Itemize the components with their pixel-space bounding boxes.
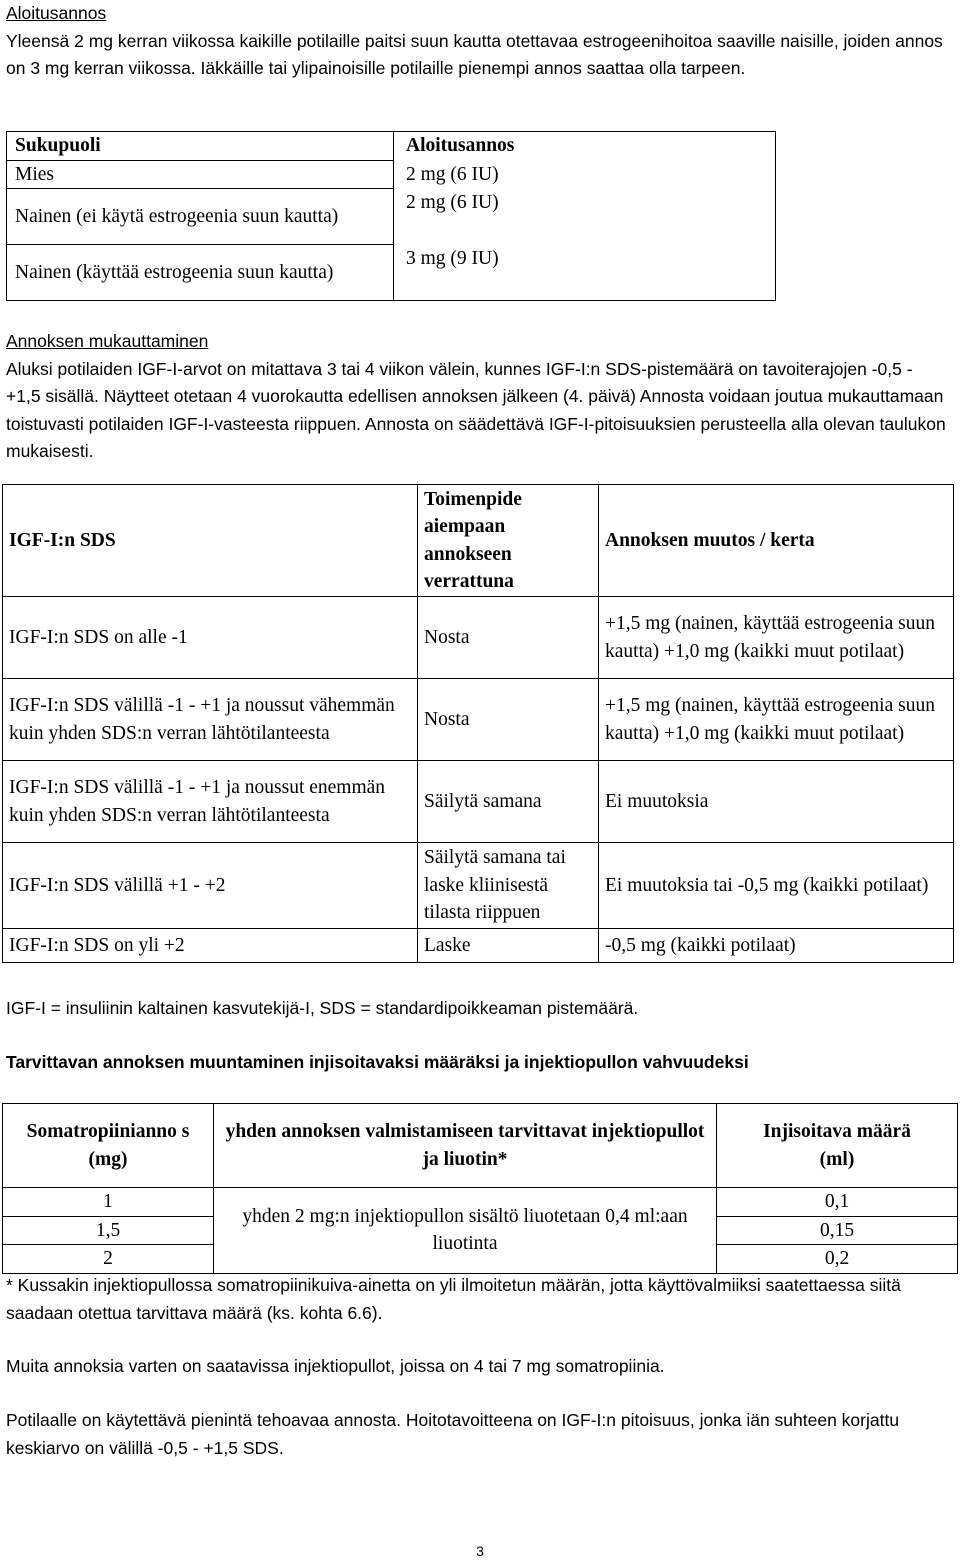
table-cell: 1 — [3, 1188, 214, 1217]
target-paragraph: Potilaalle on käytettävä pienintä tehoavaa annosta. Hoitotavoitteena on IGF-I:n pitoisuus, jonka iän suhteen korjattu keskiarvo on välillä -0,5 - +1,5 SDS. — [6, 1410, 900, 1458]
table-cell: Ei muutoksia tai -0,5 mg (kaikki potilaat) — [599, 843, 954, 929]
conversion-heading: Tarvittavan annoksen muuntaminen injisoitavaksi määräksi ja injektiopullon vahvuudeksi — [6, 1052, 749, 1072]
intro-section — [6, 0, 946, 83]
section-heading: Annoksen mukauttaminen — [6, 331, 209, 351]
table-header: yhden annoksen valmistamiseen tarvittavat injektiopullot ja liuotin* — [214, 1104, 717, 1188]
table-header: Somatropiinianno s (mg) — [3, 1104, 214, 1188]
table-header: Sukupuoli — [7, 132, 394, 161]
table-header: Toimenpide aiempaan annokseen verrattuna — [418, 485, 599, 597]
table-cell: -0,5 mg (kaikki potilaat) — [599, 929, 954, 963]
table-cell: Säilytä samana tai laske kliinisestä tilasta riippuen — [418, 843, 599, 929]
table-cell: IGF-I:n SDS välillä -1 - +1 ja noussut vähemmän kuin yhden SDS:n verran lähtötilanteesta — [3, 679, 418, 761]
table-cell: 3 mg (9 IU) — [394, 245, 776, 301]
table-cell: Nosta — [418, 597, 599, 679]
table-cell: Nainen (ei käytä estrogeenia suun kautta) — [7, 189, 394, 245]
table-cell: 2 mg (6 IU) — [394, 160, 776, 189]
table-cell: Laske — [418, 929, 599, 963]
table-header: Aloitusannos — [394, 132, 776, 161]
table-header: Injisoitava määrä (ml) — [717, 1104, 958, 1188]
adjustment-paragraph: Aluksi potilaiden IGF-I-arvot on mitattava 3 tai 4 viikon välein, kunnes IGF-I:n SDS-pistemäärä on tavoiterajojen -0,5 - +1,5 sisällä. Näytteet otetaan 4 vuorokautta edellisen annoksen jälkeen (4. päivä) Annosta voidaan joutua mukauttamaan toistuvasti potilaiden IGF-I-vasteesta riippuen. Annosta on säädettävä IGF-I-pitoisuuksien perusteella alla olevan taulukon mukaisesti. — [6, 358, 946, 461]
table-header: IGF-I:n SDS — [3, 485, 418, 597]
table-cell: 0,2 — [717, 1245, 958, 1274]
table-cell: IGF-I:n SDS välillä +1 - +2 — [3, 843, 418, 929]
footnote: * Kussakin injektiopullossa somatropiinikuiva-ainetta on yli ilmoitetun määrän, jotta käyttövalmiiksi saatettaessa siitä saadaan otettua tarvittava määrä (ks. kohta 6.6). — [6, 1275, 901, 1323]
start-dose-table — [6, 131, 776, 301]
table-cell: Nosta — [418, 679, 599, 761]
section-heading: Aloitusannos — [6, 3, 107, 23]
table-cell: 2 mg (6 IU) — [394, 189, 776, 245]
abbreviations-note: IGF-I = insuliinin kaltainen kasvutekijä-I, SDS = standardipoikkeaman pistemäärä. — [6, 998, 639, 1018]
intro-paragraph: Yleensä 2 mg kerran viikossa kaikille potilaille paitsi suun kautta otettavaa estrogeenihoitoa saaville naisille, joiden annos on 3 mg kerran viikossa. Iäkkäille tai ylipainoisille potilaille pienempi annos saattaa olla tarpeen. — [6, 30, 943, 78]
table-cell: Nainen (käyttää estrogeenia suun kautta) — [7, 245, 394, 301]
sds-adjustment-table — [2, 484, 954, 963]
table-cell: Ei muutoksia — [599, 761, 954, 843]
table-cell: 2 — [3, 1245, 214, 1274]
table-cell: IGF-I:n SDS on alle -1 — [3, 597, 418, 679]
page-number: 3 — [476, 1543, 484, 1559]
table-cell: Säilytä samana — [418, 761, 599, 843]
table-header: Annoksen muutos / kerta — [599, 485, 954, 597]
table-cell: 0,15 — [717, 1216, 958, 1245]
adjustment-section — [6, 328, 946, 466]
table-cell: +1,5 mg (nainen, käyttää estrogeenia suun kautta) +1,0 mg (kaikki muut potilaat) — [599, 679, 954, 761]
table-cell: +1,5 mg (nainen, käyttää estrogeenia suun kautta) +1,0 mg (kaikki muut potilaat) — [599, 597, 954, 679]
table-cell: IGF-I:n SDS välillä -1 - +1 ja noussut enemmän kuin yhden SDS:n verran lähtötilanteesta — [3, 761, 418, 843]
conversion-table — [2, 1103, 958, 1274]
table-cell: Mies — [7, 160, 394, 189]
other-doses-paragraph: Muita annoksia varten on saatavissa injektiopullot, joissa on 4 tai 7 mg somatropiinia. — [6, 1356, 665, 1376]
table-cell: 0,1 — [717, 1188, 958, 1217]
table-cell: 1,5 — [3, 1216, 214, 1245]
table-cell: yhden 2 mg:n injektiopullon sisältö liuotetaan 0,4 ml:aan liuotinta — [214, 1188, 717, 1274]
table-cell: IGF-I:n SDS on yli +2 — [3, 929, 418, 963]
